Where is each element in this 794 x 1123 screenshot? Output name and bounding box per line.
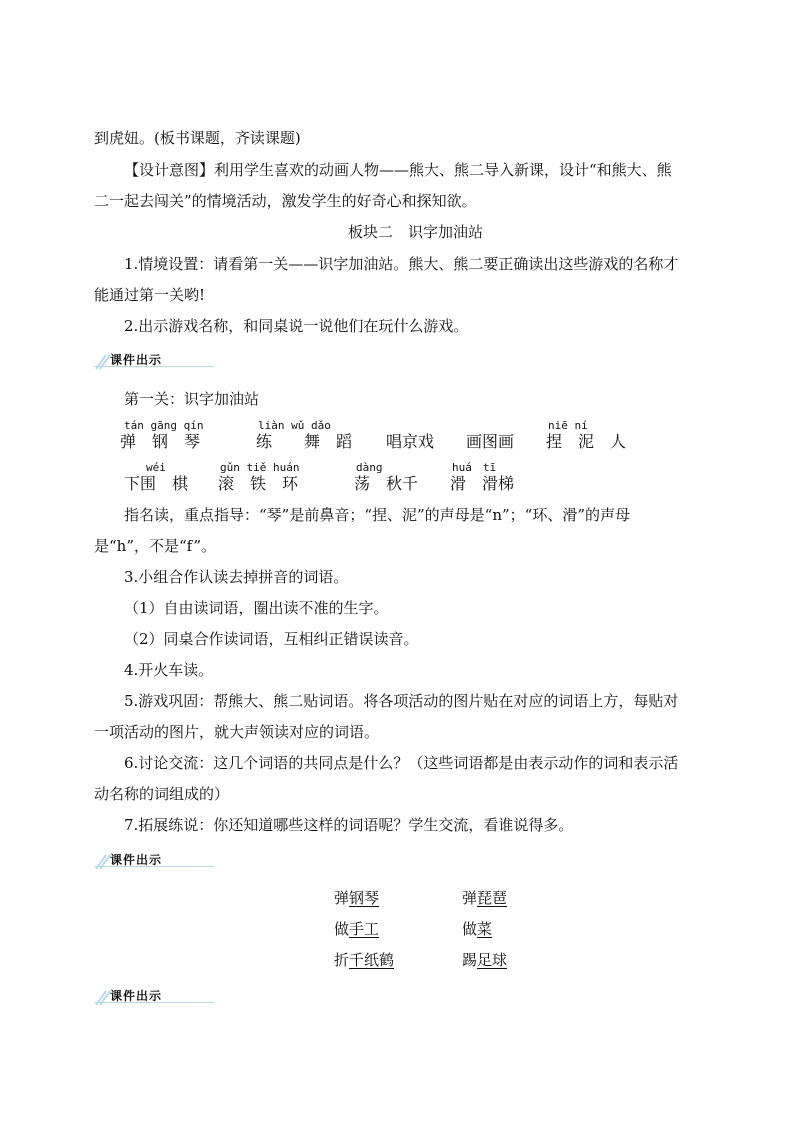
step-7-line: 7.拓展练说：你还知道哪些这样的词语呢？学生交流，看谁说得多。 xyxy=(124,816,574,834)
word-item: 画图画 xyxy=(466,432,515,451)
step-3-line: 3.小组合作认读去掉拼音的词语。 xyxy=(124,568,349,586)
object: 钢琴 xyxy=(349,889,380,907)
word-pair-a xyxy=(334,888,379,908)
word-pair-a xyxy=(334,950,394,970)
step-2-line: 2.出示游戏名称，和同桌说一说他们在玩什么游戏。 xyxy=(124,317,469,335)
step-5-line-1: 5.游戏巩固：帮熊大、熊二贴词语。将各项活动的图片贴在对应的词语上方，每贴对 xyxy=(124,692,679,710)
object: 手工 xyxy=(349,920,380,938)
word-pair-a xyxy=(334,919,379,939)
pinyin-row2-d: huá tī xyxy=(452,461,497,474)
badge-label: 课件出示 xyxy=(110,989,163,1003)
pinyin-row2-b: gǔn tiě huán xyxy=(220,461,300,474)
verb: 做 xyxy=(462,920,478,938)
word-pair-b xyxy=(462,950,507,970)
step-6-line-2: 动名称的词组成的） xyxy=(94,785,230,803)
step-1-line-2: 能通过第一关哟! xyxy=(94,286,206,304)
courseware-badge xyxy=(94,988,214,1010)
guide-line-2: 是“h”，不是“f”。 xyxy=(94,537,216,555)
step-5-line-2: 一项活动的图片，就大声领读对应的词语。 xyxy=(94,723,380,741)
object: 千纸鹤 xyxy=(349,951,395,969)
pinyin-row1-b: liàn wǔ dǎo xyxy=(258,419,331,432)
courseware-badge xyxy=(94,852,214,874)
verb: 踢 xyxy=(462,951,478,969)
step-3a-line: （1）自由读词语，圈出读不准的生字。 xyxy=(124,599,389,617)
badge-label: 课件出示 xyxy=(110,353,163,367)
word-item: 荡 秋千 xyxy=(354,474,419,493)
paragraph-line: 到虎妞。(板书课题，齐读课题) xyxy=(94,129,301,147)
object: 菜 xyxy=(477,920,493,938)
step-3b-line: （2）同桌合作读词语，互相纠正错误读音。 xyxy=(124,630,419,648)
pinyin-row2-c: dàng xyxy=(356,461,383,474)
word-item: 练 舞 蹈 xyxy=(256,432,353,451)
word-item: 滑 滑梯 xyxy=(450,474,515,493)
word-item: 唱京戏 xyxy=(386,432,435,451)
step-6-line-1: 6.讨论交流：这几个词语的共同点是什么？（这些词语都是由表示动作的词和表示活 xyxy=(124,754,679,772)
pinyin-row1-a: tán gāng qín xyxy=(124,419,204,432)
word-item: 弹 钢 琴 xyxy=(120,432,201,451)
level-title: 第一关：识字加油站 xyxy=(124,390,260,408)
word-pair-b xyxy=(462,888,507,908)
pinyin-row1-c: niē ní xyxy=(548,419,588,432)
verb: 弹 xyxy=(462,889,478,907)
verb: 弹 xyxy=(334,889,350,907)
step-1-line-1: 1.情境设置：请看第一关——识字加油站。熊大、熊二要正确读出这些游戏的名称才 xyxy=(124,255,679,273)
object: 琵琶 xyxy=(477,889,508,907)
step-4-line: 4.开火车读。 xyxy=(124,661,214,679)
verb: 做 xyxy=(334,920,350,938)
badge-label: 课件出示 xyxy=(110,853,163,867)
word-item: 下围 棋 xyxy=(124,474,189,493)
design-intent-line-2: 二一起去闯关”的情境活动，激发学生的好奇心和探知欲。 xyxy=(94,192,477,210)
verb: 折 xyxy=(334,951,350,969)
object: 足球 xyxy=(477,951,508,969)
word-pair-b xyxy=(462,919,492,939)
design-intent-line-1: 【设计意图】利用学生喜欢的动画人物——熊大、熊二导入新课，设计“和熊大、熊 xyxy=(124,161,672,179)
pinyin-row2-a: wéi xyxy=(146,461,166,474)
guide-line-1: 指名读，重点指导：“琴”是前鼻音；“捏、泥”的声母是“n”；“环、滑”的声母 xyxy=(124,506,631,524)
courseware-badge xyxy=(94,352,214,374)
word-item: 滚 铁 环 xyxy=(218,474,299,493)
word-item: 捏 泥 人 xyxy=(546,432,627,451)
section-title: 板块二 识字加油站 xyxy=(348,223,484,241)
